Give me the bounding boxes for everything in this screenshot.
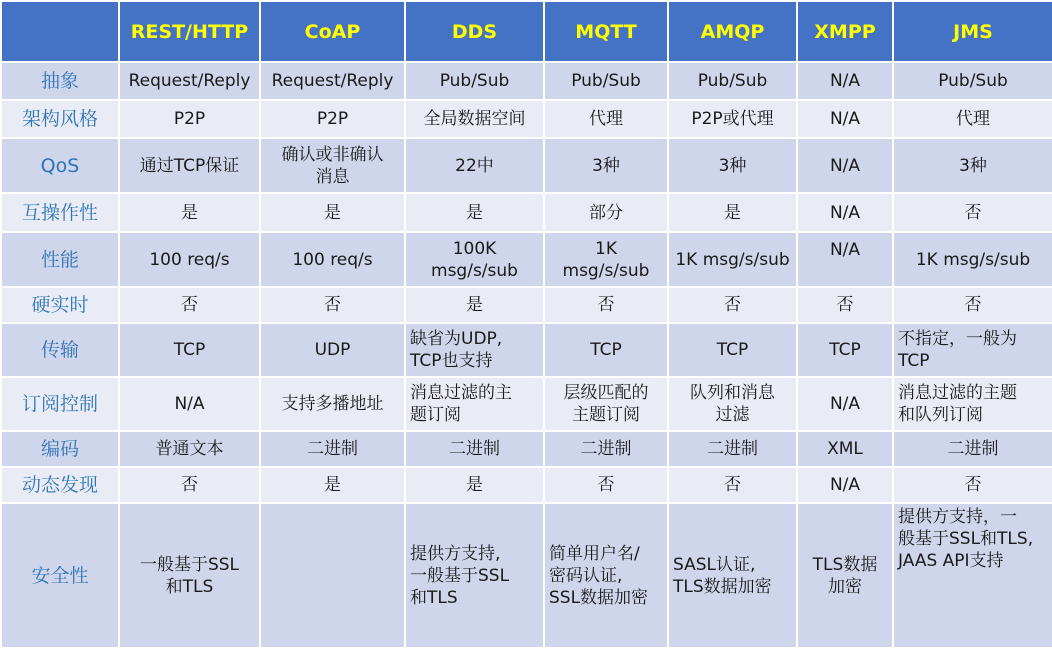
header-corner-cell xyxy=(1,1,119,62)
cell-abstraction-xmpp: N/A xyxy=(797,62,893,100)
cell-qos-coap: 确认或非确认 消息 xyxy=(260,138,405,193)
row-subscription-control xyxy=(1,377,1052,431)
header-xmpp: XMPP xyxy=(797,1,893,62)
cell-interoperability-rest: 是 xyxy=(119,193,260,232)
cell-dynamic-discovery-rest: 否 xyxy=(119,467,260,503)
cell-transport-coap: UDP xyxy=(260,323,405,377)
header-rest-http: REST/HTTP xyxy=(119,1,260,62)
cell-hard-realtime-jms: 否 xyxy=(893,287,1052,323)
header-jms: JMS xyxy=(893,1,1052,62)
cell-dynamic-discovery-coap: 是 xyxy=(260,467,405,503)
cell-security-mqtt: 简单用户名/ 密码认证, SSL数据加密 xyxy=(544,503,668,648)
cell-transport-xmpp: TCP xyxy=(797,323,893,377)
cell-interoperability-amqp: 是 xyxy=(668,193,797,232)
cell-performance-jms: 1K msg/s/sub xyxy=(893,232,1052,287)
cell-interoperability-mqtt: 部分 xyxy=(544,193,668,232)
row-label-subscription-control: 订阅控制 xyxy=(1,377,119,431)
cell-encoding-mqtt: 二进制 xyxy=(544,431,668,467)
cell-architecture-rest: P2P xyxy=(119,100,260,138)
cell-qos-jms: 3种 xyxy=(893,138,1052,193)
cell-encoding-dds: 二进制 xyxy=(405,431,544,467)
row-hard-realtime xyxy=(1,287,1052,323)
cell-architecture-dds: 全局数据空间 xyxy=(405,100,544,138)
row-abstraction xyxy=(1,62,1052,100)
cell-abstraction-coap: Request/Reply xyxy=(260,62,405,100)
cell-security-jms: 提供方支持，一 般基于SSL和TLS, JAAS API支持 xyxy=(893,503,1052,648)
cell-interoperability-coap: 是 xyxy=(260,193,405,232)
cell-interoperability-xmpp: N/A xyxy=(797,193,893,232)
row-qos xyxy=(1,138,1052,193)
row-interoperability xyxy=(1,193,1052,232)
header-coap: CoAP xyxy=(260,1,405,62)
cell-architecture-amqp: P2P或代理 xyxy=(668,100,797,138)
row-encoding xyxy=(1,431,1052,467)
row-label-hard-realtime: 硬实时 xyxy=(1,287,119,323)
row-label-interoperability: 互操作性 xyxy=(1,193,119,232)
cell-abstraction-mqtt: Pub/Sub xyxy=(544,62,668,100)
cell-transport-dds: 缺省为UDP, TCP也支持 xyxy=(405,323,544,377)
cell-dynamic-discovery-amqp: 否 xyxy=(668,467,797,503)
row-label-encoding: 编码 xyxy=(1,431,119,467)
cell-abstraction-jms: Pub/Sub xyxy=(893,62,1052,100)
cell-transport-amqp: TCP xyxy=(668,323,797,377)
cell-security-dds: 提供方支持, 一般基于SSL 和TLS xyxy=(405,503,544,648)
cell-abstraction-amqp: Pub/Sub xyxy=(668,62,797,100)
header-dds: DDS xyxy=(405,1,544,62)
cell-qos-mqtt: 3种 xyxy=(544,138,668,193)
row-label-transport: 传输 xyxy=(1,323,119,377)
row-label-abstraction: 抽象 xyxy=(1,62,119,100)
cell-architecture-jms: 代理 xyxy=(893,100,1052,138)
cell-performance-dds: 100K msg/s/sub xyxy=(405,232,544,287)
cell-architecture-xmpp: N/A xyxy=(797,100,893,138)
cell-transport-mqtt: TCP xyxy=(544,323,668,377)
cell-subscription-control-jms: 消息过滤的主题 和队列订阅 xyxy=(893,377,1052,431)
row-performance xyxy=(1,232,1052,287)
cell-hard-realtime-rest: 否 xyxy=(119,287,260,323)
row-label-dynamic-discovery: 动态发现 xyxy=(1,467,119,503)
cell-dynamic-discovery-mqtt: 否 xyxy=(544,467,668,503)
header-amqp: AMQP xyxy=(668,1,797,62)
cell-security-amqp: SASL认证, TLS数据加密 xyxy=(668,503,797,648)
cell-transport-jms: 不指定，一般为 TCP xyxy=(893,323,1052,377)
cell-interoperability-dds: 是 xyxy=(405,193,544,232)
header-row xyxy=(1,1,1052,62)
cell-encoding-rest: 普通文本 xyxy=(119,431,260,467)
cell-subscription-control-coap: 支持多播地址 xyxy=(260,377,405,431)
cell-architecture-mqtt: 代理 xyxy=(544,100,668,138)
cell-security-rest: 一般基于SSL 和TLS xyxy=(119,503,260,648)
row-security xyxy=(1,503,1052,648)
cell-security-coap xyxy=(260,503,405,648)
cell-hard-realtime-xmpp: 否 xyxy=(797,287,893,323)
cell-architecture-coap: P2P xyxy=(260,100,405,138)
cell-hard-realtime-coap: 否 xyxy=(260,287,405,323)
cell-abstraction-dds: Pub/Sub xyxy=(405,62,544,100)
cell-abstraction-rest: Request/Reply xyxy=(119,62,260,100)
row-dynamic-discovery xyxy=(1,467,1052,503)
cell-performance-mqtt: 1K msg/s/sub xyxy=(544,232,668,287)
cell-performance-coap: 100 req/s xyxy=(260,232,405,287)
cell-subscription-control-rest: N/A xyxy=(119,377,260,431)
cell-qos-xmpp: N/A xyxy=(797,138,893,193)
cell-dynamic-discovery-xmpp: N/A xyxy=(797,467,893,503)
cell-subscription-control-xmpp: N/A xyxy=(797,377,893,431)
cell-dynamic-discovery-dds: 是 xyxy=(405,467,544,503)
cell-performance-xmpp: N/A xyxy=(797,232,893,287)
cell-hard-realtime-mqtt: 否 xyxy=(544,287,668,323)
row-architecture xyxy=(1,100,1052,138)
cell-encoding-xmpp: XML xyxy=(797,431,893,467)
cell-dynamic-discovery-jms: 否 xyxy=(893,467,1052,503)
cell-qos-dds: 22中 xyxy=(405,138,544,193)
cell-interoperability-jms: 否 xyxy=(893,193,1052,232)
cell-encoding-amqp: 二进制 xyxy=(668,431,797,467)
cell-transport-rest: TCP xyxy=(119,323,260,377)
row-label-security: 安全性 xyxy=(1,503,119,648)
cell-qos-amqp: 3种 xyxy=(668,138,797,193)
cell-encoding-coap: 二进制 xyxy=(260,431,405,467)
row-transport xyxy=(1,323,1052,377)
cell-security-xmpp: TLS数据 加密 xyxy=(797,503,893,648)
cell-hard-realtime-amqp: 否 xyxy=(668,287,797,323)
cell-performance-amqp: 1K msg/s/sub xyxy=(668,232,797,287)
cell-hard-realtime-dds: 是 xyxy=(405,287,544,323)
cell-encoding-jms: 二进制 xyxy=(893,431,1052,467)
row-label-architecture: 架构风格 xyxy=(1,100,119,138)
cell-qos-rest: 通过TCP保证 xyxy=(119,138,260,193)
header-mqtt: MQTT xyxy=(544,1,668,62)
cell-performance-rest: 100 req/s xyxy=(119,232,260,287)
cell-subscription-control-amqp: 队列和消息 过滤 xyxy=(668,377,797,431)
row-label-performance: 性能 xyxy=(1,232,119,287)
row-label-qos: QoS xyxy=(1,138,119,193)
cell-subscription-control-mqtt: 层级匹配的 主题订阅 xyxy=(544,377,668,431)
cell-subscription-control-dds: 消息过滤的主 题订阅 xyxy=(405,377,544,431)
